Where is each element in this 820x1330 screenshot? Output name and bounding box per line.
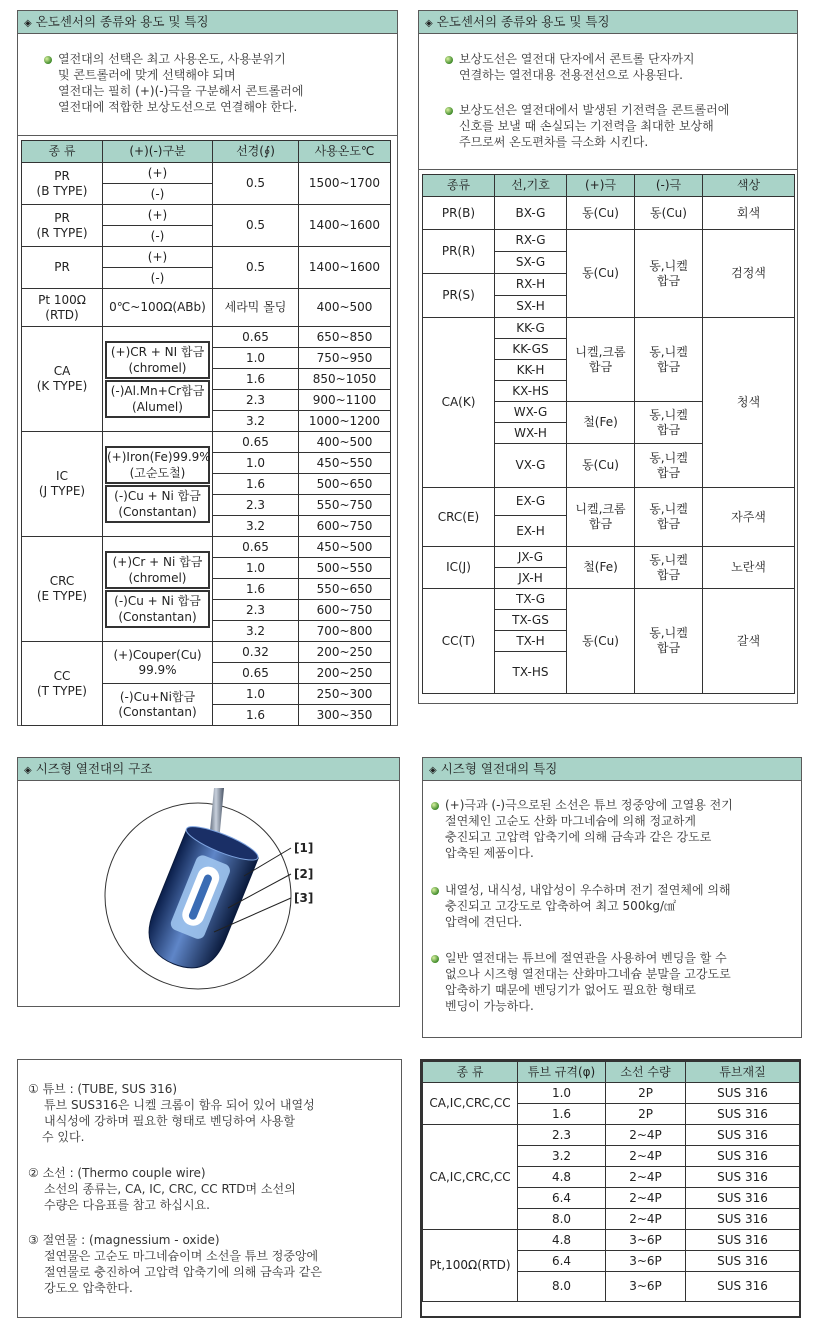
bullet-icon bbox=[44, 56, 52, 64]
col-wire-count: 소선 수량 bbox=[606, 1062, 686, 1083]
panel-header: ◈ 시즈형 열전대의 특징 bbox=[423, 758, 801, 781]
table-row: CA,IC,CRC,CC 2.3 2~4P SUS 316 bbox=[423, 1125, 800, 1146]
col-type: 종 류 bbox=[22, 141, 103, 163]
table-row: 6.4 3~6P SUS 316 bbox=[423, 1251, 800, 1272]
label-3: [3] bbox=[294, 891, 314, 905]
diamond-icon: ◈ bbox=[425, 18, 433, 29]
table-row: CRC (E TYPE) (+)Cr + Ni 합금 (chromel) (-)Cu + Ni 합금 (Constantan) 0.65 450~500 bbox=[22, 537, 391, 558]
sensor-types-panel-right bbox=[418, 10, 798, 704]
bullet-icon bbox=[445, 107, 453, 115]
component-description-panel bbox=[17, 1059, 402, 1318]
table-row: IC (J TYPE) (+)Iron(Fe)99.9% (고순도철) (-)Cu + Ni 합금 (Constantan) 0.65 400~500 bbox=[22, 432, 391, 453]
sensor-types-panel-left bbox=[17, 10, 398, 726]
tube-description: ① 튜브 : (TUBE, SUS 316) 튜브 SUS316은 니켈 크롬이 함유 되어 있어 내열성 내식성에 강하며 필요한 형태로 벤딩하여 사용할 수 있다. bbox=[28, 1082, 315, 1144]
col-polarity: (+)(-)구분 bbox=[103, 141, 213, 163]
bullet-icon bbox=[431, 887, 439, 895]
diamond-icon: ◈ bbox=[24, 765, 32, 776]
col-code: 선,기호 bbox=[495, 175, 567, 197]
feature-2: 내열성, 내식성, 내압성이 우수하며 전기 절연체에 의해 충진되고 고강도로 압축하여 최고 500kg/㎠ 압력에 견딘다. bbox=[445, 883, 731, 929]
table-row: Pt 100Ω (RTD) 0℃~100Ω(ABb) 세라믹 몰딩 400~500 bbox=[22, 289, 391, 327]
col-color: 색상 bbox=[703, 175, 795, 197]
table-row: PR (B TYPE) (+) 0.5 1500~1700 bbox=[22, 163, 391, 184]
table-row: CA,IC,CRC,CC 1.0 2P SUS 316 bbox=[423, 1083, 800, 1104]
bullet-icon bbox=[431, 802, 439, 810]
compensation-note-2: 보상도선은 열전대에서 발생된 기전력을 콘트롤러에 신호를 보낼 때 손실되는 기전력을 최대한 보상해 주므로써 온도편차를 극소화 시킨다. bbox=[459, 103, 730, 149]
insulator-description: ③ 절연물 : (magnessium - oxide) 절연물은 고순도 마그네슘이며 소선을 튜브 정중앙에 절연물로 충진하여 고압력 압축기에 의해 금속과 같은 강도오 압축한다. bbox=[28, 1233, 322, 1295]
table-row: 4.8 2~4P SUS 316 bbox=[423, 1167, 800, 1188]
col-diameter: 선경(∮) bbox=[213, 141, 299, 163]
panel-header: ◈ 온도센서의 종류와 용도 및 특징 bbox=[18, 11, 397, 34]
table-row: IC(J) JX-G 철(Fe) 동,니켈 합금 노란색 bbox=[423, 547, 795, 568]
col-temperature: 사용온도℃ bbox=[299, 141, 391, 163]
panel-header: ◈ 시즈형 열전대의 구조 bbox=[18, 758, 399, 781]
diamond-icon: ◈ bbox=[24, 18, 32, 29]
sheath-thermocouple-diagram bbox=[18, 780, 399, 1006]
table-row: PR (R TYPE) (+) 0.5 1400~1600 bbox=[22, 205, 391, 226]
col-tube-material: 튜브재질 bbox=[686, 1062, 800, 1083]
table-row: Pt,100Ω(RTD) 4.8 3~6P SUS 316 bbox=[423, 1230, 800, 1251]
table-row: PR (+) 0.5 1400~1600 bbox=[22, 247, 391, 268]
thermocouple-spec-table: 종 류 (+)(-)구분 선경(∮) 사용온도℃ PR (B TYPE) (+) 0.5 1500~1700 (-) PR (R TYPE) (+) 0.5 1400~1600 (-) PR (+) 0.5 1400~1600 (-) Pt 100Ω (RTD) 0℃~100Ω(ABb) 세라믹 몰딩 400~500 CA (K TYPE) (+)CR + NI 합금 (chromel) (-)Al.Mn+Cr합금 (Alumel) 0.65 650~850 1.0 750~950 1.6 850~1050 2.3 900~1100 3.2 1000~1200 IC (J TYPE) (+)Iron(Fe)99.9% (고순도철) (-)Cu + Ni 합금 (Constantan) 0.65 400~500 1.0 450~550 1.6 500~650 2.3 550~750 3.2 600~750 CRC (E TYPE) (+)Cr + Ni 합금 (chromel) (-)Cu + Ni 합금 (Constantan) 0.65 450~500 1.0 500~550 1.6 550~650 2.3 600~750 3.2 700~800 CC (T TYPE) (+)Couper(Cu) 99.9% 0.32 200~250 0.65 200~250 (-)Cu+Ni합금 (Constantan) 1.0 250~300 1.6 300~350 bbox=[21, 140, 391, 726]
diamond-icon: ◈ bbox=[429, 765, 437, 776]
col-plus: (+)극 bbox=[567, 175, 635, 197]
selection-note: 열전대의 선택은 최고 사용온도, 사용분위기 및 콘트롤러에 맞게 선택해야 되며 열전대는 필히 (+)(-)극을 구분해서 콘트롤러에 열전대에 적합한 보상도선으로 연결해야 한다. bbox=[58, 52, 304, 114]
col-type: 종 류 bbox=[423, 1062, 518, 1083]
table-row: CRC(E) EX-G 니켈,크롬 합금 동,니켈 합금 자주색 bbox=[423, 488, 795, 516]
tube-spec-table bbox=[422, 1061, 800, 1302]
col-minus: (-)극 bbox=[635, 175, 703, 197]
bullet-icon bbox=[445, 56, 453, 64]
table-row: CC (T TYPE) (+)Couper(Cu) 99.9% 0.32 200~250 bbox=[22, 642, 391, 663]
feature-1: (+)극과 (-)극으로된 소선은 튜브 정중앙에 고열용 전기 절연체인 고순도 산화 마그네슘에 의해 정교하게 충진되고 고압력 압축기에 의해 금속과 같은 강도로 압축된 제품이다. bbox=[445, 798, 733, 860]
table-row: 3.2 2~4P SUS 316 bbox=[423, 1146, 800, 1167]
table-row: PR(B) BX-G 동(Cu) 동(Cu) 회색 bbox=[423, 197, 795, 230]
sheath-structure-panel bbox=[17, 757, 400, 1007]
table-row: 8.0 2~4P SUS 316 bbox=[423, 1209, 800, 1230]
wire-description: ② 소선 : (Thermo couple wire) 소선의 종류는, CA, IC, CRC, CC RTD며 소선의 수량은 다음표를 참고 하십시요. bbox=[28, 1166, 296, 1212]
table-row: CA (K TYPE) (+)CR + NI 합금 (chromel) (-)Al.Mn+Cr합금 (Alumel) 0.65 650~850 bbox=[22, 327, 391, 348]
compensation-wire-table: 종류 선,기호 (+)극 (-)극 색상 PR(B) BX-G 동(Cu) 동(Cu) 회색 PR(R) RX-G 동(Cu) 동,니켈 합금 검정색 SX-G PR(S) RX-H SX-H CA(K) KK-G 니켈,크롬 합금 동,니켈 합금 청색 KK-GS KK-H KX-HS WX-G 철(Fe) 동,니켈 합금 WX-H VX-G 동(Cu) 동,니켈 합금 CRC(E) EX-G 니켈,크롬 합금 동,니켈 합금 자주색 EX-H IC(J) JX-G 철(Fe) 동,니켈 합금 노란색 JX-H CC(T) TX-G 동(Cu) 동,니켈 합금 갈색 TX-GS TX-H TX-HS bbox=[422, 174, 795, 694]
bullet-icon bbox=[431, 955, 439, 963]
feature-3: 일반 열전대는 튜브에 절연관을 사용하여 벤딩을 할 수 없으나 시즈형 열전대는 산화마그네슘 분말을 고강도로 압축하기 때문에 벤딩기가 없어도 필요한 형태로 벤딩이 가능하다. bbox=[445, 951, 731, 1013]
table-row: 6.4 2~4P SUS 316 bbox=[423, 1188, 800, 1209]
compensation-note-1: 보상도선은 열전대 단자에서 콘트롤 단자까지 연결하는 열전대용 전용전선으로 사용된다. bbox=[459, 52, 695, 82]
label-2: [2] bbox=[294, 867, 314, 881]
table-row: 1.6 2P SUS 316 bbox=[423, 1104, 800, 1125]
table-row: CC(T) TX-G 동(Cu) 동,니켈 합금 갈색 bbox=[423, 589, 795, 610]
table-row: 8.0 3~6P SUS 316 bbox=[423, 1272, 800, 1302]
table-row: CA(K) KK-G 니켈,크롬 합금 동,니켈 합금 청색 bbox=[423, 318, 795, 339]
label-1: [1] bbox=[294, 841, 314, 855]
table-row: PR(R) RX-G 동(Cu) 동,니켈 합금 검정색 bbox=[423, 230, 795, 252]
sheath-features-panel bbox=[422, 757, 802, 1038]
col-tube-size: 튜브 규격(φ) bbox=[518, 1062, 606, 1083]
col-type: 종류 bbox=[423, 175, 495, 197]
panel-header: ◈ 온도센서의 종류와 용도 및 특징 bbox=[419, 11, 797, 34]
